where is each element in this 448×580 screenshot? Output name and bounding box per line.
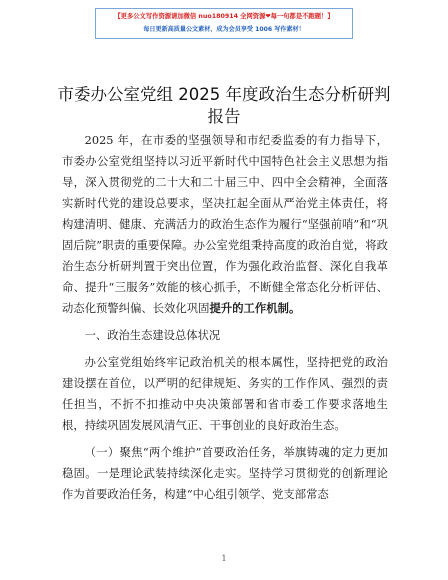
document-body [62, 130, 388, 505]
page-number: 1 [221, 554, 227, 563]
section-paragraph: 办公室党组始终牢记政治机关的根本属性，坚持把党的政治建设摆在首位，以严明的纪律规矩、务实的工作作风、强烈的责任担当，不折不扣推动中央决策部署和省市委工作要求落地生根，持续巩固发展风清气正、干事创业的良好政治生态。 [62, 356, 388, 432]
intro-tail: 提升的工作机制。 [209, 301, 301, 315]
subsection-paragraph: （一）聚焦“两个维护”首要政治任务，举旗铸魂的定力更加稳固。一是理论武装持续深化走实。坚持学习贯彻党的创新理论作为首要政治任务，构建“中心组引领学、党支部常态 [62, 446, 388, 501]
intro-paragraph [62, 130, 388, 319]
section-heading: 一、政治生态建设总体状况 [84, 329, 221, 342]
banner-line-1: 【更多公文写作资源请加微信 nuo180914 全网资源❤每一句都是不跑题！】 [114, 13, 334, 20]
promo-banner [95, 8, 353, 39]
banner-line-2: 每日更新高质量公文素材，成为会员享受 1006 写作素材！ [143, 26, 305, 33]
intro-text: 2025 年，在市委的坚强领导和市纪委监委的有力指导下，市委办公室党组坚持以习近平新时代中国特色社会主义思想为指导，深入贯彻党的二十大和二十届三中、四中全会精神，全面落实新时代党的建设总要求，坚决扛起全面从严治党主体责任，将构建清明、健康、充满活力的政治生态作为履行“坚强前哨”和“巩固后院”职责的重要保障。办公室党组秉持高度的政治自觉，将政治生态分析研判置于突出位置，作为强化政治监督、深化自我革命、提升“三服务”效能的核心抓手，不断健全常态化分析评估、动态化预警纠偏、长效化巩固 [62, 134, 388, 315]
document-title: 市委办公室党组 2025 年度政治生态分析研判报告 [57, 85, 391, 126]
